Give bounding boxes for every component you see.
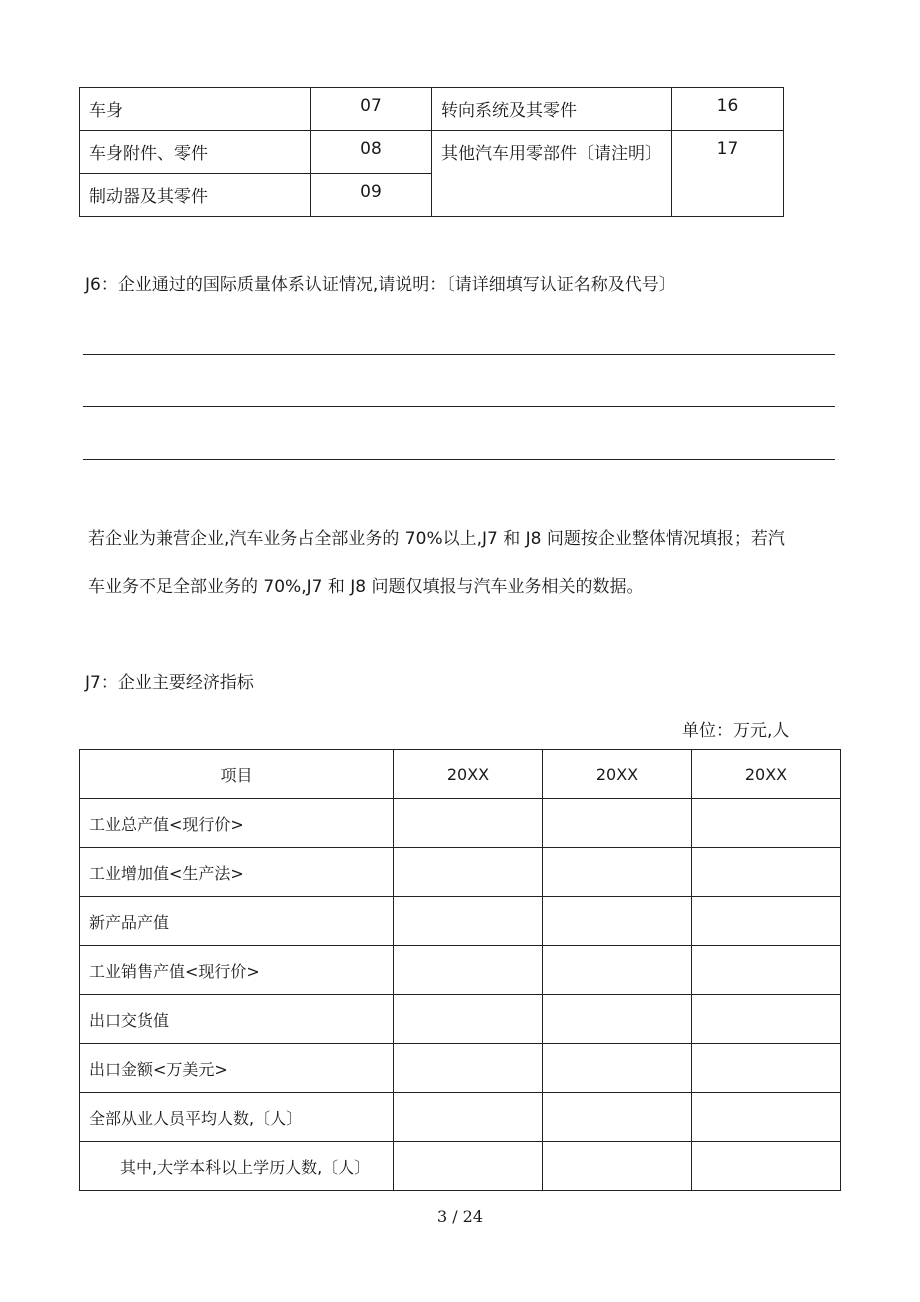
part-name: 转向系统及其零件 bbox=[432, 88, 672, 131]
unit-label: 单位：万元,人 bbox=[682, 721, 790, 741]
row-label: 出口交货值 bbox=[80, 995, 394, 1044]
parts-code-table bbox=[79, 87, 784, 217]
table-header-row bbox=[80, 750, 841, 799]
row-label: 工业增加值<生产法> bbox=[80, 848, 394, 897]
row-label: 其中,大学本科以上学历人数,〔人〕 bbox=[80, 1142, 394, 1191]
part-code: 07 bbox=[311, 88, 432, 131]
value-cell[interactable] bbox=[394, 1044, 543, 1093]
row-label: 新产品产值 bbox=[80, 897, 394, 946]
part-name: 车身 bbox=[80, 88, 311, 131]
j7-title: J7：企业主要经济指标 bbox=[85, 673, 254, 693]
instruction-note-line-1: 若企业为兼营企业,汽车业务占全部业务的 70%以上,J7 和 J8 问题按企业整体情况填报；若汽 bbox=[88, 529, 785, 549]
value-cell[interactable] bbox=[692, 946, 841, 995]
table-row bbox=[80, 995, 841, 1044]
page-number: 3 / 24 bbox=[436, 1207, 484, 1226]
j6-answer-line-2[interactable] bbox=[83, 406, 835, 407]
value-cell[interactable] bbox=[543, 848, 692, 897]
j6-question: J6：企业通过的国际质量体系认证情况,请说明：〔请详细填写认证名称及代号〕 bbox=[85, 275, 676, 295]
table-row bbox=[80, 799, 841, 848]
value-cell[interactable] bbox=[543, 897, 692, 946]
row-label: 出口金额<万美元> bbox=[80, 1044, 394, 1093]
table-row bbox=[80, 946, 841, 995]
j6-answer-line-1[interactable] bbox=[83, 354, 835, 355]
row-label: 工业销售产值<现行价> bbox=[80, 946, 394, 995]
value-cell[interactable] bbox=[692, 1142, 841, 1191]
part-code: 08 bbox=[311, 131, 432, 174]
column-header-year: 20XX bbox=[394, 750, 543, 799]
table-row bbox=[80, 848, 841, 897]
value-cell[interactable] bbox=[394, 799, 543, 848]
value-cell[interactable] bbox=[692, 799, 841, 848]
row-label: 工业总产值<现行价> bbox=[80, 799, 394, 848]
value-cell[interactable] bbox=[692, 1093, 841, 1142]
j6-answer-line-3[interactable] bbox=[83, 459, 835, 460]
table-row bbox=[80, 1142, 841, 1191]
value-cell[interactable] bbox=[394, 897, 543, 946]
part-code: 17 bbox=[672, 131, 784, 217]
value-cell[interactable] bbox=[692, 995, 841, 1044]
part-code: 09 bbox=[311, 174, 432, 217]
table-row bbox=[80, 131, 784, 174]
value-cell[interactable] bbox=[394, 995, 543, 1044]
part-code: 16 bbox=[672, 88, 784, 131]
value-cell[interactable] bbox=[394, 1093, 543, 1142]
column-header-year: 20XX bbox=[692, 750, 841, 799]
column-header-year: 20XX bbox=[543, 750, 692, 799]
table-row bbox=[80, 1093, 841, 1142]
value-cell[interactable] bbox=[692, 848, 841, 897]
value-cell[interactable] bbox=[543, 946, 692, 995]
instruction-note-line-2: 车业务不足全部业务的 70%,J7 和 J8 问题仅填报与汽车业务相关的数据。 bbox=[88, 577, 644, 597]
value-cell[interactable] bbox=[543, 1093, 692, 1142]
column-header-item: 项目 bbox=[80, 750, 394, 799]
table-row bbox=[80, 897, 841, 946]
value-cell[interactable] bbox=[692, 1044, 841, 1093]
table-row bbox=[80, 1044, 841, 1093]
value-cell[interactable] bbox=[394, 946, 543, 995]
value-cell[interactable] bbox=[394, 848, 543, 897]
row-label: 全部从业人员平均人数,〔人〕 bbox=[80, 1093, 394, 1142]
part-name: 其他汽车用零部件〔请注明〕 bbox=[432, 131, 672, 217]
value-cell[interactable] bbox=[543, 1044, 692, 1093]
value-cell[interactable] bbox=[543, 799, 692, 848]
value-cell[interactable] bbox=[543, 1142, 692, 1191]
part-name: 车身附件、零件 bbox=[80, 131, 311, 174]
value-cell[interactable] bbox=[543, 995, 692, 1044]
value-cell[interactable] bbox=[394, 1142, 543, 1191]
table-row bbox=[80, 88, 784, 131]
economic-indicators-table bbox=[79, 749, 841, 1191]
part-name: 制动器及其零件 bbox=[80, 174, 311, 217]
value-cell[interactable] bbox=[692, 897, 841, 946]
